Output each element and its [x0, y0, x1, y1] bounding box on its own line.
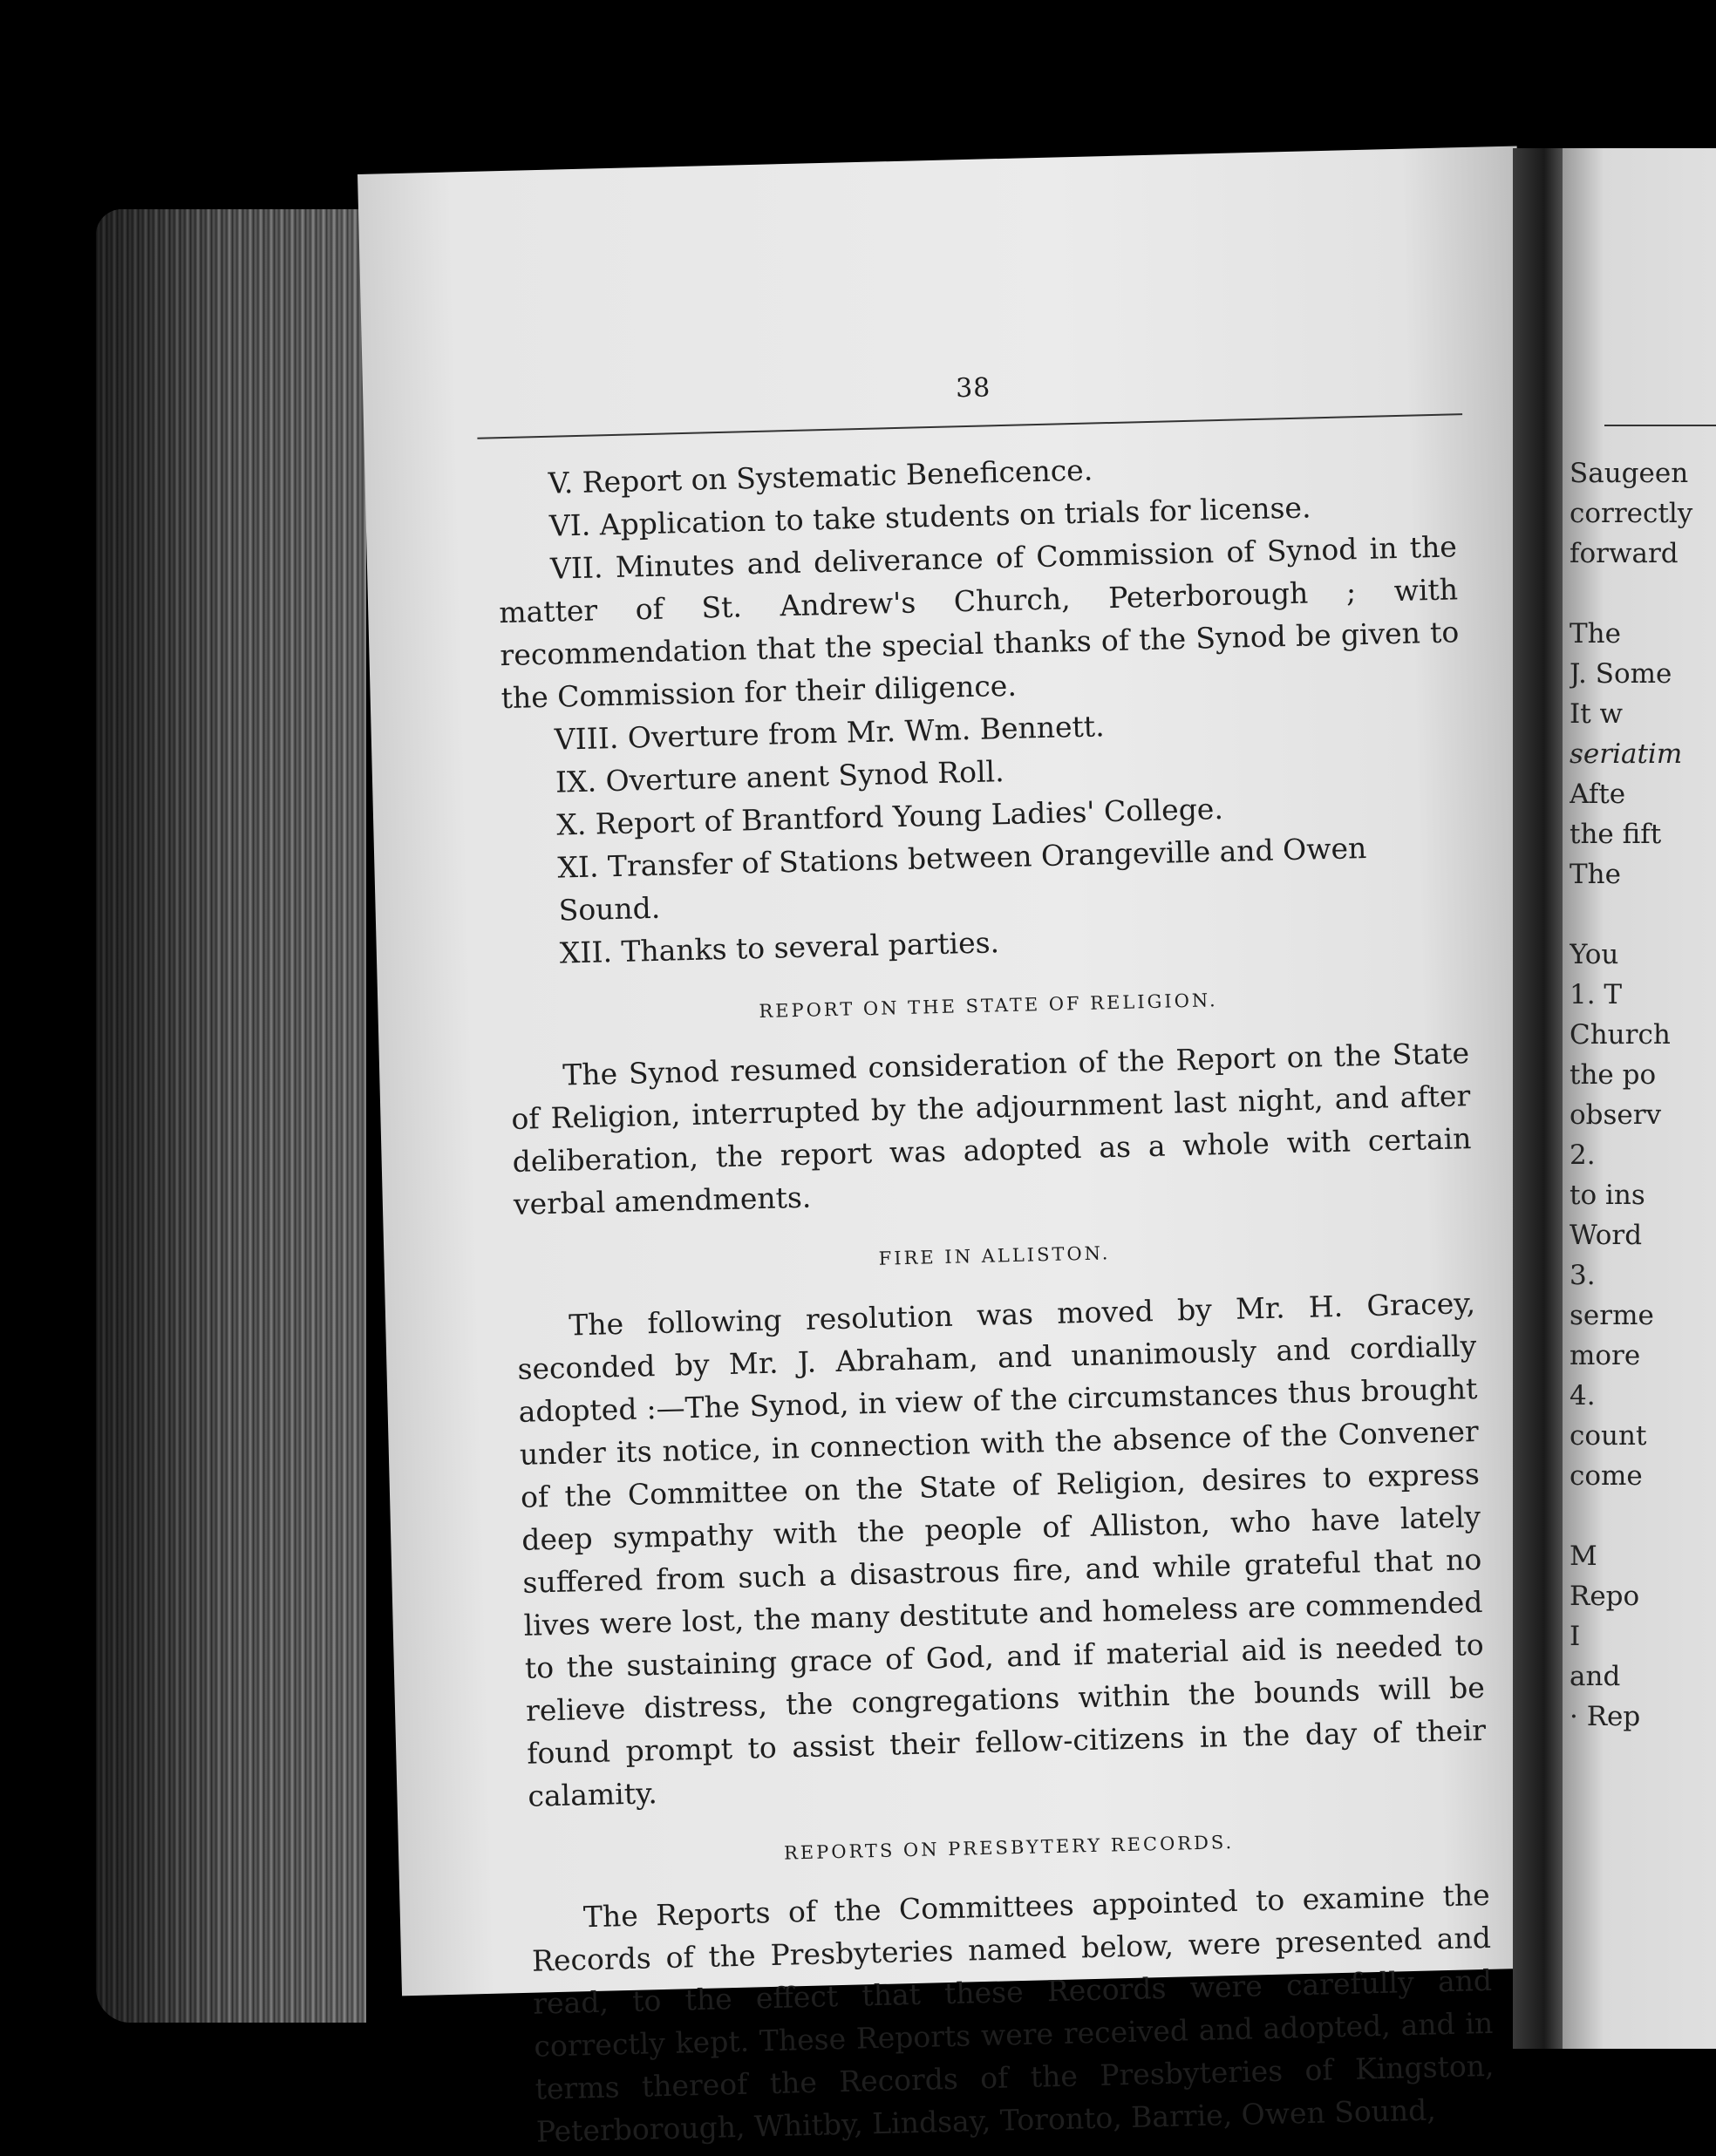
section-heading-state-of-religion: REPORT ON THE STATE OF RELIGION. [759, 990, 1218, 1023]
book-gutter [1513, 148, 1565, 2049]
agenda-item-x: X. Report of Brantford Young Ladies' College. [555, 791, 1224, 842]
right-line: 1. T [1570, 979, 1623, 1010]
agenda-item-xi: XI. Transfer of Stations between Orangeville and Owen Sound. [557, 830, 1367, 928]
right-line: the po [1570, 1059, 1657, 1091]
section-text-presbytery-records: The Reports of the Committees appointed to examine the Records of the Presbyteries named below, were presented and read, to the effect that these Records were carefully and correctly kept. These Reports were received and adopted, and in terms thereof the Records of the Presbyteries of Kingston, Peterborough, Whitby, Lindsay, Toronto, Barrie, Owen Sound, [531, 1877, 1495, 2149]
agenda-item-vi: VI. Application to take students on trials for license. [548, 490, 1311, 543]
section-text-state-of-religion: The Synod resumed consideration of the Report on the State of Religion, interrupted by the adjournment last night, and after deliberation, the report was adopted as a whole with certain verbal amendments. [511, 1036, 1472, 1221]
right-line: the fift [1570, 819, 1662, 850]
right-line [1570, 894, 1716, 935]
right-line: Word [1570, 1220, 1643, 1251]
page-number: 38 [955, 372, 991, 405]
agenda-item-viii: VIII. Overture from Mr. Wm. Bennett. [554, 709, 1106, 757]
right-page-text [1570, 453, 1716, 1737]
right-line: and [1570, 1661, 1621, 1692]
left-page [358, 146, 1562, 2149]
right-line: seriatim [1570, 738, 1683, 770]
right-line: · Rep [1570, 1701, 1641, 1732]
header-rule [477, 413, 1462, 439]
right-line: observ [1570, 1099, 1662, 1131]
right-line: 3. [1570, 1260, 1596, 1291]
section-heading-fire-in-alliston: FIRE IN ALLISTON. [878, 1242, 1111, 1269]
agenda-item-ix: IX. Overture anent Synod Roll. [555, 754, 1005, 799]
right-line: more [1570, 1340, 1641, 1371]
right-line [1570, 1496, 1716, 1536]
right-line: count [1570, 1420, 1647, 1452]
right-line: Church [1570, 1019, 1671, 1051]
right-line: to ins [1570, 1180, 1645, 1211]
right-line: Repo [1570, 1581, 1640, 1612]
right-line: J. Some [1570, 658, 1672, 690]
agenda-item-vii: VII. Minutes and deliverance of Commission of Synod in the matter of St. Andrew's Church, Peterborough ; with recommendation that the special thanks of the Synod be given to the Commission for their diligence. [498, 529, 1460, 716]
right-line: I [1570, 1621, 1581, 1652]
right-line: forward [1570, 538, 1679, 569]
right-line: 4. [1570, 1380, 1596, 1411]
right-line: Afte [1570, 779, 1626, 810]
right-line: The [1570, 618, 1621, 650]
right-line: serme [1570, 1300, 1654, 1331]
right-line: You [1570, 939, 1619, 970]
book-page-edge-shade [96, 209, 366, 2023]
agenda-item-xii: XII. Thanks to several parties. [559, 925, 1000, 970]
agenda-item-v: V. Report on Systematic Beneficence. [548, 452, 1093, 500]
right-line: 2. [1570, 1139, 1596, 1171]
right-line [1570, 574, 1716, 614]
right-page-rule [1604, 425, 1716, 426]
section-heading-presbytery-records: REPORTS ON PRESBYTERY RECORDS. [783, 1832, 1235, 1864]
section-text-fire-in-alliston: The following resolution was moved by Mr. H. Gracey, seconded by Mr. J. Abraham, and unanimously and cordially adopted :—The Synod, in view of the circumstances thus brought under its notice, in connection with the absence of the Convener of the Committee on the State of Religion, desires to express deep sympathy with the people of Alliston, who have lately suffered from such a disastrous fire, and while grateful that no lives were lost, the many destitute and homeless are commended to the sustaining grace of God, and if material aid is needed to relieve distress, the congregations within the bounds will be found prompt to assist their fellow-citizens in the day of their calamity. [517, 1286, 1487, 1813]
page-body [495, 439, 1495, 2153]
right-line: Saugeen [1570, 458, 1689, 489]
right-line: come [1570, 1460, 1643, 1492]
right-line: It w [1570, 698, 1624, 730]
right-line: correctly [1570, 498, 1693, 529]
right-line: The [1570, 859, 1621, 890]
page-content [494, 361, 1495, 2149]
right-line: M [1570, 1540, 1597, 1572]
